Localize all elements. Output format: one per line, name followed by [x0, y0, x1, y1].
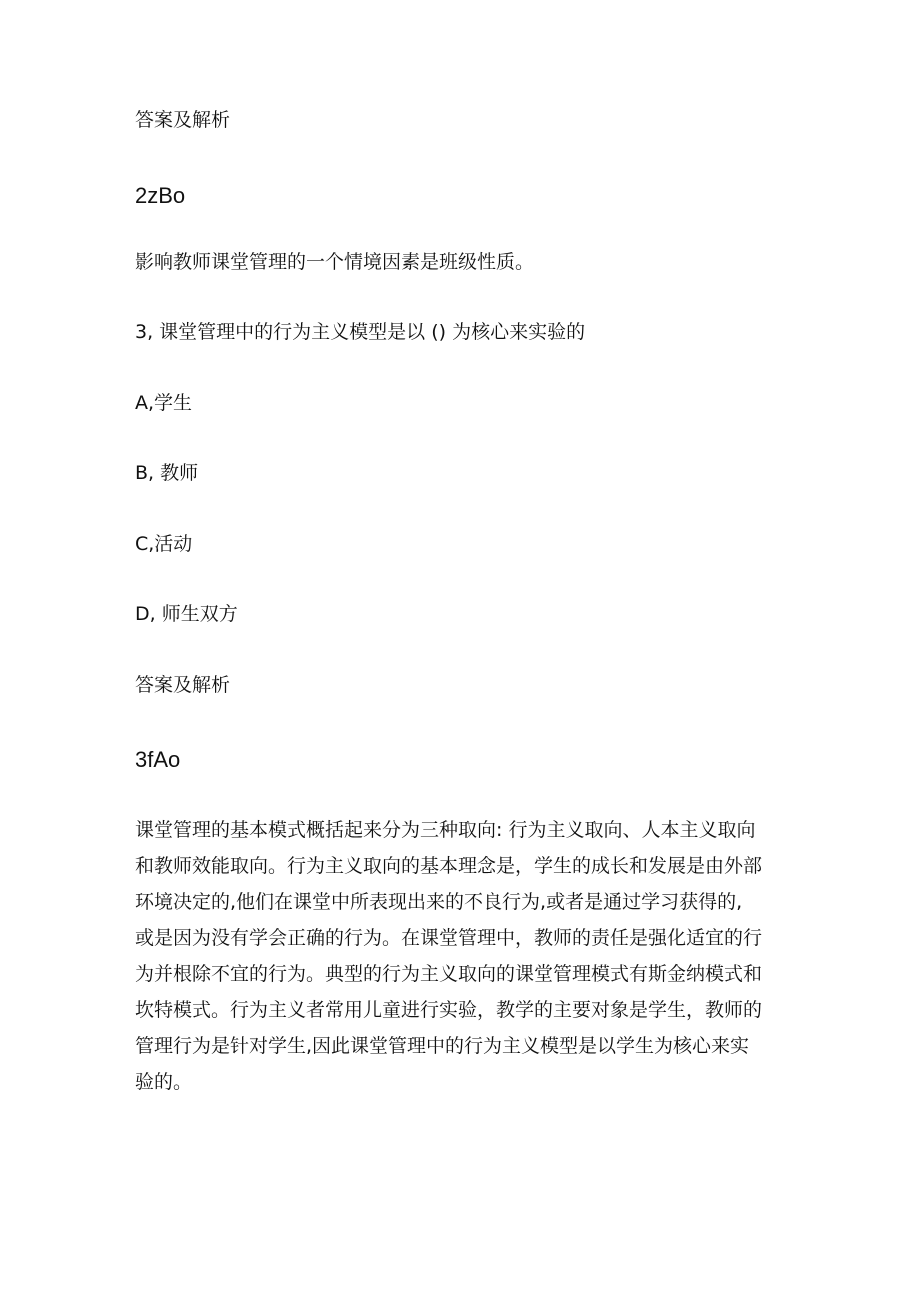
explanation-line: 或是因为没有学会正确的行为。在课堂管理中，教师的责任是强化适宜的行 [135, 927, 763, 949]
explanation-3 [135, 812, 795, 1100]
explanation-line: 验的。 [135, 1071, 193, 1093]
option-b: B, 教师 [135, 462, 199, 484]
answer-3: 3fAo [135, 747, 181, 772]
explanation-line: 坎特模式。行为主义者常用儿童进行实验，教学的主要对象是学生，教师的 [135, 999, 763, 1021]
answer-heading-2: 答案及解析 [135, 674, 231, 696]
answer-2: 2zBo [135, 183, 186, 208]
option-c: C,活动 [135, 533, 193, 555]
answer-heading-1: 答案及解析 [135, 109, 231, 131]
explanation-line: 和教师效能取向。行为主义取向的基本理念是，学生的成长和发展是由外部 [135, 855, 763, 877]
explanation-line: 为并根除不宜的行为。典型的行为主义取向的课堂管理模式有斯金纳模式和 [135, 963, 763, 985]
explanation-line: 课堂管理的基本模式概括起来分为三种取向: 行为主义取向、人本主义取向 [135, 819, 756, 841]
option-a: A,学生 [135, 392, 193, 414]
question-3: 3, 课堂管理中的行为主义模型是以 () 为核心来实验的 [135, 321, 586, 343]
explanation-line: 环境决定的,他们在课堂中所表现出来的不良行为,或者是通过学习获得的, [135, 891, 743, 913]
option-d: D, 师生双方 [135, 603, 238, 625]
explanation-line: 管理行为是针对学生,因此课堂管理中的行为主义模型是以学生为核心来实 [135, 1035, 750, 1057]
explanation-2: 影响教师课堂管理的一个情境因素是班级性质。 [135, 251, 535, 273]
